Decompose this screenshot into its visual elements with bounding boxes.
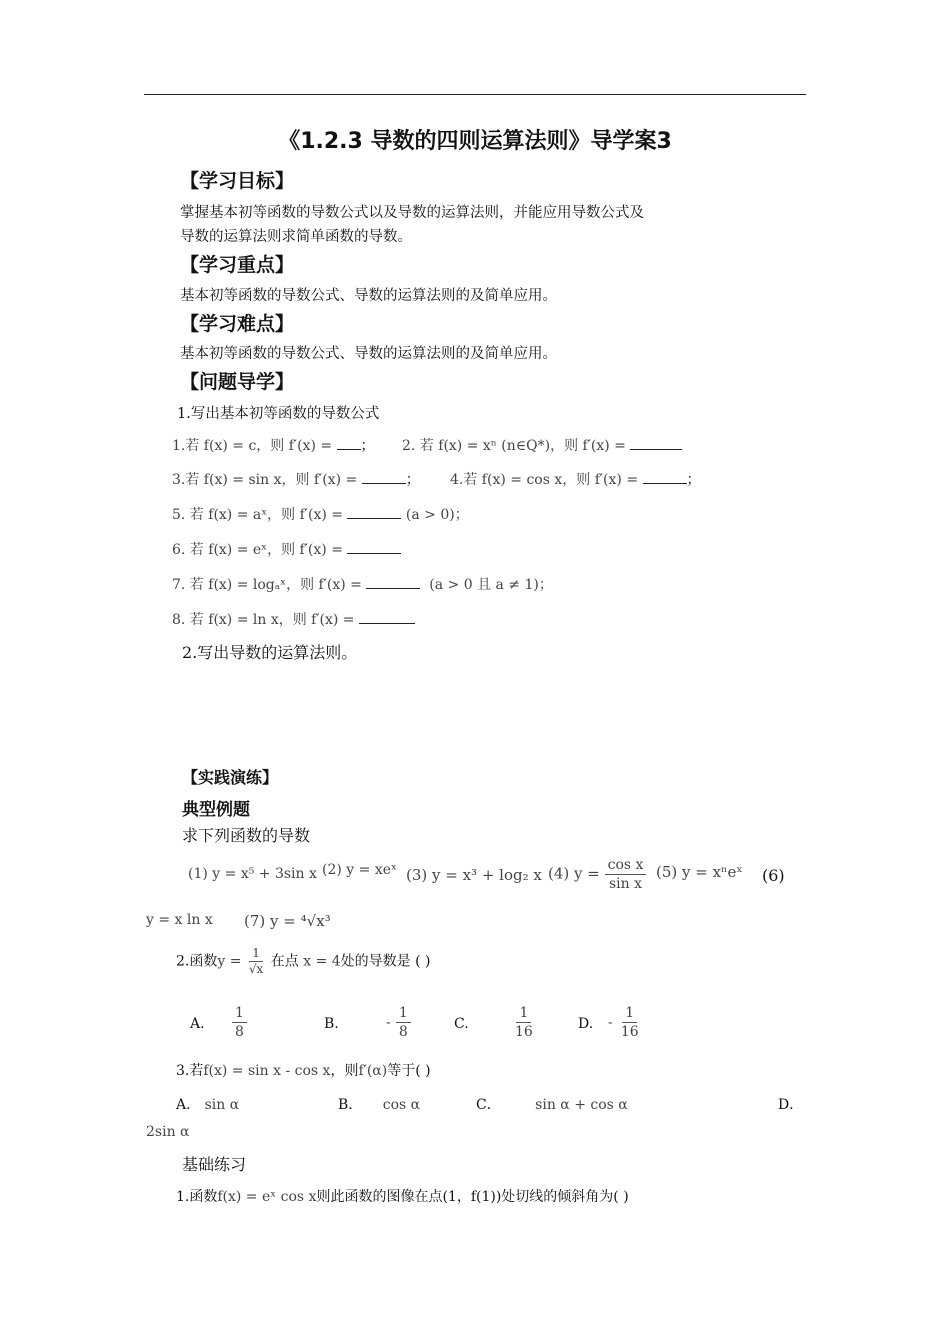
problem-3-derivative: f′(α)	[358, 1063, 388, 1079]
goal-text-line1: 掌握基本初等函数的导数公式以及导数的运算法则，并能应用导数公式及	[180, 205, 644, 221]
option-b-denominator: 8	[398, 1024, 408, 1040]
problem-2-option-a	[232, 1004, 247, 1041]
example-6	[146, 912, 213, 928]
formula-8	[172, 609, 415, 629]
formula-3: 3.若 f(x) = sin x，则 f′(x) = ；	[172, 472, 420, 488]
top-rule	[144, 94, 806, 95]
option-a-fraction	[232, 1004, 247, 1041]
option-b-numerator: 1	[396, 1004, 411, 1023]
problem-2-mid: 在点	[270, 953, 299, 970]
guide-question-2: 2.写出导数的运算法则。	[182, 643, 358, 662]
formula-7-blank	[366, 576, 420, 589]
guide-question-1: 1.写出基本初等函数的导数公式	[177, 406, 380, 422]
problem-3-function: f(x) = sin x - cos x	[203, 1063, 331, 1079]
option-d-sign: -	[608, 1014, 613, 1031]
basic-problem-1	[176, 1186, 629, 1206]
option-c-denominator: 16	[515, 1024, 533, 1040]
formula-3-text: 3.若 f(x) = sin x，则 f′(x) =	[172, 472, 358, 488]
problem-3-option-b	[338, 1094, 420, 1114]
problem-2-prefix: 2.函数	[176, 953, 218, 970]
difficulty-text: 基本初等函数的导数公式、导数的运算法则的及简单应用。	[180, 346, 557, 362]
formula-1: 1.若 f(x) = c，则 f′(x) = ；	[172, 438, 375, 454]
problem-3-option-c-label: C．	[476, 1097, 501, 1113]
examples-intro: 求下列函数的导数	[182, 826, 311, 845]
example-4	[548, 856, 646, 893]
option-d-numerator: 1	[622, 1004, 637, 1023]
guide-heading: 【问题导学】	[180, 371, 295, 393]
formula-5-text: 5. 若 f(x) = aˣ，则 f′(x) =	[172, 507, 343, 523]
basic-practice-heading: 基础练习	[182, 1155, 247, 1174]
option-b-fraction	[396, 1004, 411, 1041]
problem-3-option-a-label: A．	[176, 1097, 201, 1113]
example-5-text: (5) y = xⁿeˣ	[656, 863, 743, 881]
formula-3-blank	[362, 471, 406, 484]
example-1	[188, 866, 317, 882]
problem-3-suffix: 等于( )	[387, 1063, 431, 1079]
problem-2-denominator: √x	[248, 962, 264, 976]
formula-8-blank	[359, 611, 415, 624]
formula-4: 4.若 f(x) = cos x，则 f′(x) = ；	[450, 472, 701, 488]
problem-2-option-a-label: A.	[190, 1016, 205, 1032]
difficulty-heading: 【学习难点】	[180, 313, 295, 335]
option-c-numerator: 1	[516, 1004, 531, 1023]
formula-6-blank	[347, 541, 401, 554]
formula-4-blank	[643, 471, 687, 484]
option-a-numerator: 1	[232, 1004, 247, 1023]
formula-1-blank	[337, 437, 361, 450]
formula-2-text: 2. 若 f(x) = xⁿ (n∈Q*)，则 f′(x) =	[402, 438, 626, 454]
problem-2-option-b-label: B.	[324, 1016, 339, 1032]
problem-2-y: y =	[217, 953, 242, 970]
problem-3-prefix: 3.若	[176, 1063, 204, 1079]
option-d-denominator: 16	[620, 1024, 639, 1040]
example-3-text: (3) y = x³ + log₂ x	[406, 866, 542, 884]
option-d-fraction	[618, 1004, 642, 1041]
problem-3-option-a	[176, 1094, 239, 1114]
problem-2-option-d-label: D.	[578, 1016, 594, 1032]
formula-2-blank	[630, 437, 682, 450]
practice-heading: 【实践演练】	[182, 768, 279, 787]
problem-2	[176, 946, 431, 977]
formula-7-text: 7. 若 f(x) = logₐˣ，则 f′(x) =	[172, 577, 362, 593]
example-6-text: y = x ln x	[146, 912, 213, 928]
problem-3-option-d-value: 2sin α	[146, 1124, 190, 1140]
example-6-label: (6)	[762, 866, 785, 885]
problem-2-fraction	[246, 946, 266, 977]
example-2-text: (2) y = xeˣ	[322, 862, 397, 878]
formula-8-text: 8. 若 f(x) = ln x，则 f′(x) =	[172, 612, 355, 628]
page-title: 《1.2.3 导数的四则运算法则》导学案3	[278, 129, 672, 154]
example-1-text: (1) y = x⁵ + 3sin x	[188, 866, 317, 882]
problem-3-option-c	[476, 1094, 628, 1114]
formula-5	[172, 504, 469, 524]
basic-problem-1-suffix: 则此函数的图像在点(1，f(1))处切线的倾斜角为( )	[316, 1189, 629, 1205]
example-4-label: (4) y =	[548, 864, 600, 883]
example-7	[244, 912, 331, 930]
formula-7-condition: (a > 0 且 a ≠ 1)；	[429, 577, 553, 593]
problem-3-option-d-label: D．	[778, 1097, 804, 1113]
formula-4-text: 4.若 f(x) = cos x，则 f′(x) =	[450, 472, 639, 488]
example-4-denominator: sin x	[609, 876, 643, 892]
problem-2-option-d	[608, 1004, 642, 1041]
problem-3-option-a-value: sin α	[204, 1097, 240, 1113]
problem-3-mid: ，则	[330, 1063, 359, 1079]
problem-3-option-b-value: cos α	[382, 1097, 421, 1113]
formula-6	[172, 539, 401, 559]
formula-5-condition: (a > 0)；	[405, 507, 469, 523]
option-c-fraction	[512, 1004, 536, 1041]
goal-text-line2: 导数的运算法则求简单函数的导数。	[180, 229, 412, 245]
problem-3-option-b-label: B．	[338, 1097, 363, 1113]
examples-heading: 典型例题	[182, 800, 250, 820]
formula-5-blank	[347, 506, 401, 519]
focus-heading: 【学习重点】	[180, 254, 295, 276]
option-a-denominator: 8	[235, 1024, 244, 1040]
problem-2-option-b	[386, 1004, 411, 1041]
focus-text: 基本初等函数的导数公式、导数的运算法则的及简单应用。	[180, 288, 557, 304]
example-2	[322, 862, 397, 878]
problem-2-numerator: 1	[249, 946, 263, 962]
example-5	[656, 863, 743, 881]
example-7-text: (7) y = ⁴√x³	[244, 912, 331, 930]
problem-3	[176, 1060, 431, 1080]
example-3	[406, 866, 542, 884]
goal-heading: 【学习目标】	[180, 170, 295, 192]
problem-2-option-c	[512, 1004, 536, 1041]
basic-problem-1-prefix: 1.函数	[176, 1189, 218, 1205]
formula-2	[402, 435, 682, 455]
formula-6-text: 6. 若 f(x) = eˣ，则 f′(x) =	[172, 542, 343, 558]
formula-7	[172, 574, 553, 594]
basic-problem-1-function: f(x) = eˣ cos x	[217, 1189, 317, 1205]
problem-2-point: x = 4	[303, 953, 341, 970]
example-4-fraction	[605, 856, 647, 893]
example-4-numerator: cos x	[605, 856, 647, 875]
problem-2-option-c-label: C.	[454, 1016, 469, 1032]
option-b-sign: -	[386, 1014, 391, 1031]
problem-2-suffix: 处的导数是 ( )	[340, 953, 431, 970]
formula-1-text: 1.若 f(x) = c，则 f′(x) =	[172, 438, 333, 454]
problem-3-option-c-value: sin α + cos α	[535, 1097, 628, 1113]
